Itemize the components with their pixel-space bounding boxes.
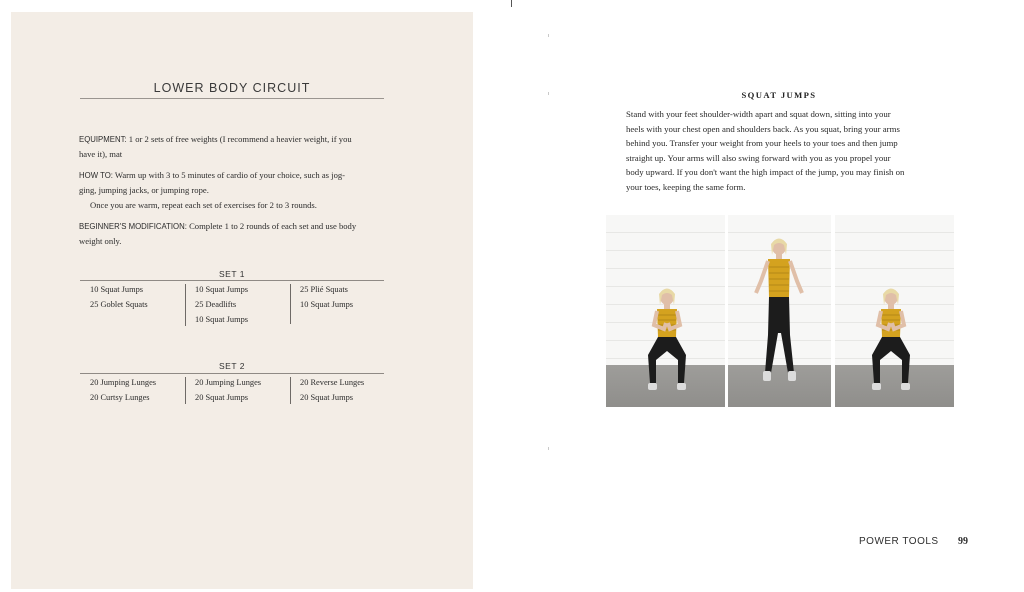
- exercise-heading: SQUAT JUMPS: [741, 90, 817, 100]
- set-1-column-2: [195, 282, 295, 327]
- squat-land-photo: [835, 215, 954, 407]
- jump-figure: [728, 215, 831, 407]
- how-to-paragraph: [79, 168, 389, 213]
- list-item: 10 Squat Jumps: [90, 285, 144, 294]
- page-number: 99: [958, 536, 968, 547]
- circuit-title: LOWER BODY CIRCUIT: [153, 81, 311, 95]
- set-1-divider-1: [185, 284, 186, 326]
- squat-figure: [606, 215, 725, 407]
- set-2-divider-2: [290, 377, 291, 404]
- list-item: 20 Jumping Lunges: [90, 378, 157, 387]
- equipment-text-2: have it), mat: [79, 149, 123, 159]
- beginner-text-1: Complete 1 to 2 rounds of each set and use body: [186, 221, 357, 231]
- set-2-column-1: [90, 375, 190, 405]
- description-line: straight up. Your arms will also swing forward with you as you propel your: [626, 152, 891, 163]
- list-item: 20 Squat Jumps: [195, 393, 249, 402]
- how-to-text-1: Warm up with 3 to 5 minutes of cardio of your choice, such as jog-: [112, 170, 346, 180]
- list-item: 20 Jumping Lunges: [195, 378, 262, 387]
- set-1-rule: [80, 280, 384, 281]
- crop-mark: [548, 34, 549, 37]
- list-item: 10 Squat Jumps: [195, 285, 249, 294]
- set-2-rule: [80, 373, 384, 374]
- set-1-title: SET 1: [219, 269, 245, 279]
- title-divider: [80, 98, 384, 99]
- list-item: 10 Squat Jumps: [195, 315, 249, 324]
- list-item: 25 Deadlifts: [195, 300, 237, 309]
- list-item: 20 Curtsy Lunges: [90, 393, 150, 402]
- list-item: 25 Plié Squats: [300, 285, 348, 294]
- description-line: heels with your chest open and shoulders back. As you squat, bring your arms: [626, 123, 900, 134]
- set-1-column-3: [300, 282, 400, 312]
- description-line: body upward. If you don't want the high impact of the jump, you may finish on: [626, 167, 905, 177]
- set-2-title: SET 2: [219, 361, 245, 371]
- how-to-text-2: ging, jumping jacks, or jumping rope.: [79, 185, 209, 195]
- set-2-column-3: [300, 375, 400, 405]
- list-item: 10 Squat Jumps: [300, 300, 354, 309]
- description-line: Stand with your feet shoulder-width apart and squat down, sitting into your: [626, 109, 891, 119]
- set-2-divider-1: [185, 377, 186, 404]
- set-1-column-1: [90, 282, 190, 312]
- list-item: 25 Goblet Squats: [90, 300, 148, 309]
- list-item: 20 Squat Jumps: [300, 393, 354, 402]
- beginner-label: BEGINNER'S MODIFICATION:: [79, 222, 187, 231]
- how-to-label: HOW TO:: [79, 171, 113, 180]
- equipment-paragraph: [79, 132, 389, 162]
- description-line: your toes, keeping the same form.: [626, 181, 746, 192]
- crop-mark: [548, 447, 549, 450]
- jump-photo: [728, 215, 831, 407]
- set-2-column-2: [195, 375, 295, 405]
- equipment-text-1: 1 or 2 sets of free weights (I recommend a heavier weight, if you: [126, 134, 352, 144]
- running-footer: POWER TOOLS: [859, 536, 939, 547]
- equipment-label: EQUIPMENT:: [79, 135, 127, 144]
- description-line: behind you. Transfer your weight from your heels to your toes and then jump: [626, 138, 898, 148]
- how-to-text-3: Once you are warm, repeat each set of exercises for 2 to 3 rounds.: [90, 200, 317, 210]
- page-edge-mark: [511, 0, 512, 7]
- squat-figure: [835, 215, 954, 407]
- set-1-divider-2: [290, 284, 291, 324]
- squat-start-photo: [606, 215, 725, 407]
- exercise-description: [626, 107, 938, 194]
- list-item: 20 Reverse Lunges: [300, 378, 365, 387]
- beginner-text-2: weight only.: [79, 236, 122, 246]
- beginner-paragraph: [79, 219, 389, 249]
- crop-mark: [548, 92, 549, 95]
